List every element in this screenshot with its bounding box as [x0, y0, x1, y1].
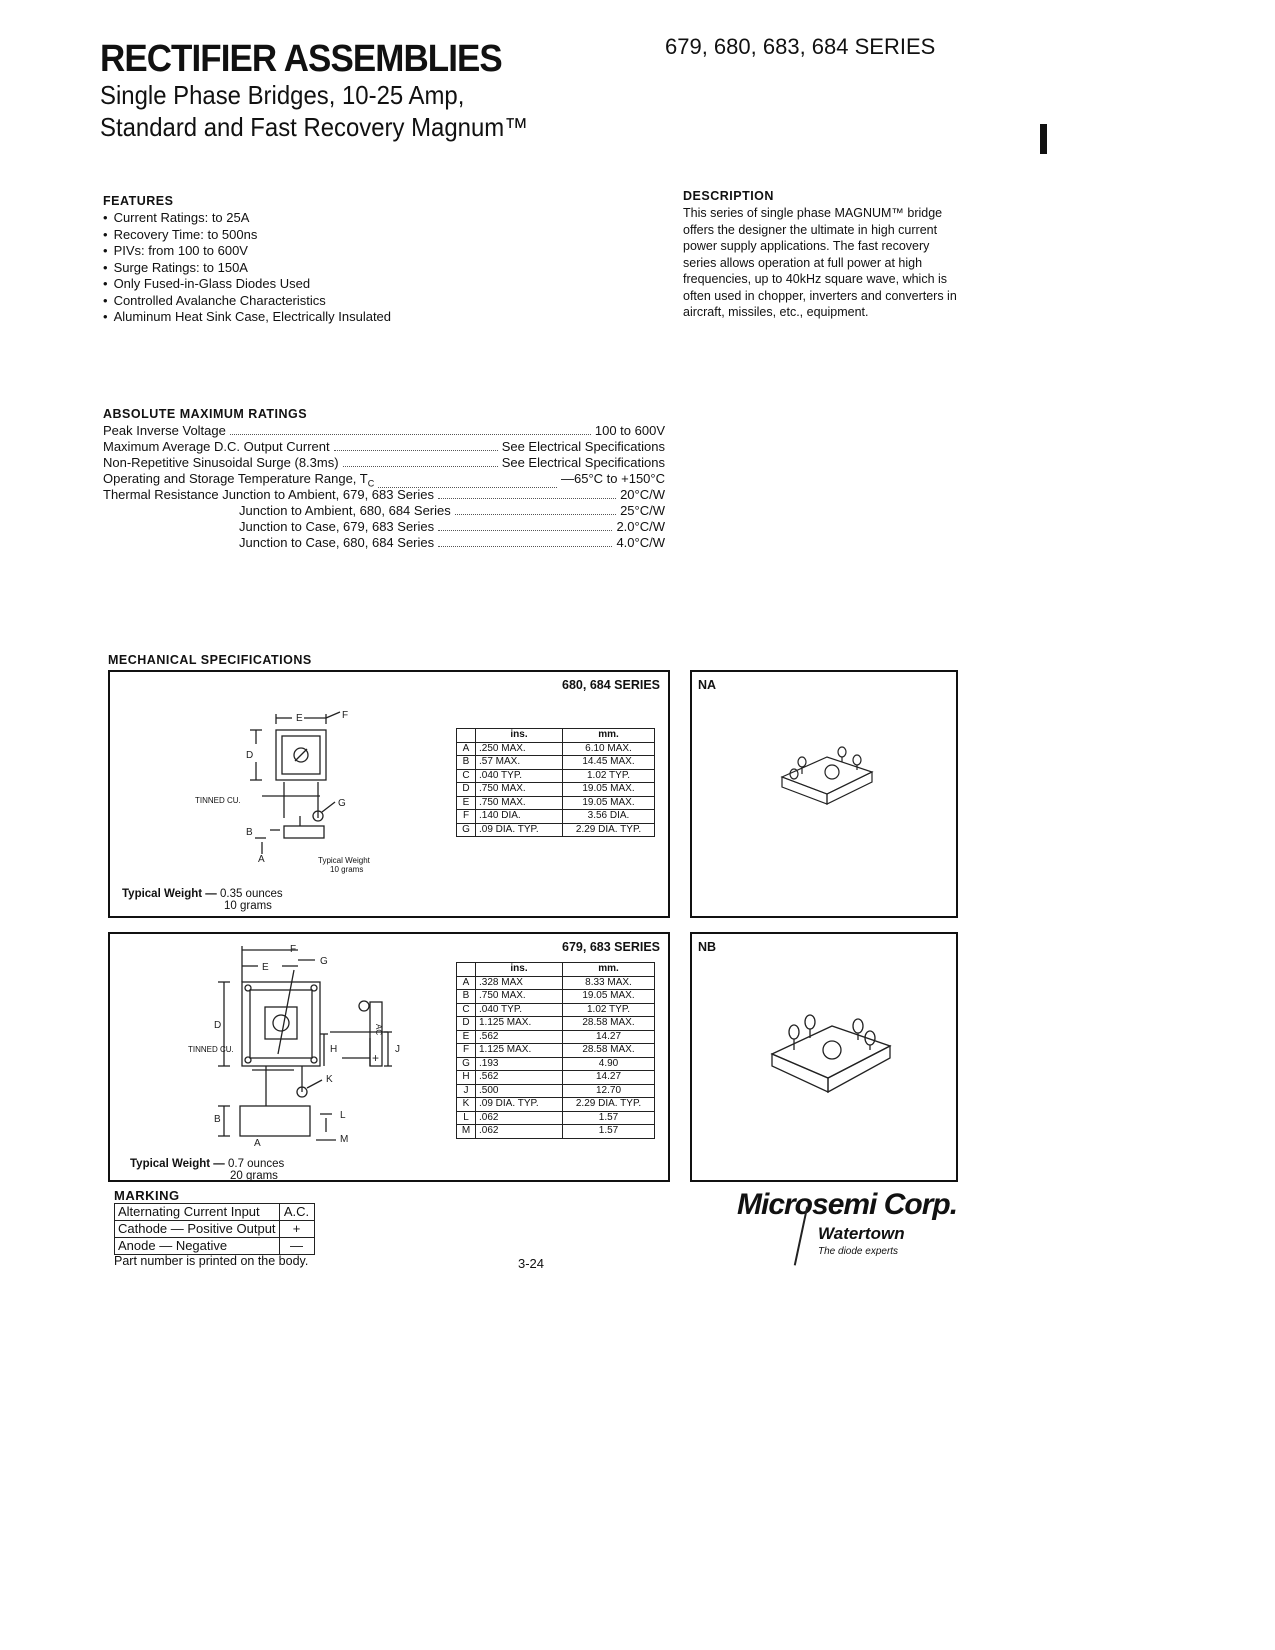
table-row: B .57 MAX. 14.45 MAX. — [457, 756, 655, 770]
table-row: E .562 14.27 — [457, 1030, 655, 1044]
rating-row — [239, 503, 665, 519]
table-row: L .062 1.57 — [457, 1111, 655, 1125]
rating-label: Junction to Case, 680, 684 Series — [239, 535, 435, 550]
feature-item: • Current Ratings: to 25A — [103, 210, 391, 227]
package-box-na — [690, 670, 958, 918]
package-nb-image — [762, 994, 902, 1114]
rating-value: 20°C/W — [620, 487, 665, 502]
drawing-weight-label: Typical Weight — [318, 856, 370, 865]
rating-value: 25°C/W — [620, 503, 665, 518]
svg-text:E: E — [262, 962, 269, 973]
svg-text:D: D — [214, 1020, 222, 1031]
svg-text:G: G — [320, 956, 328, 967]
svg-text:E: E — [296, 713, 303, 724]
table-row: B .750 MAX. 19.05 MAX. — [457, 990, 655, 1004]
svg-text:D: D — [246, 750, 254, 761]
svg-text:B: B — [246, 827, 253, 838]
table-row: J .500 12.70 — [457, 1084, 655, 1098]
rating-row — [239, 519, 665, 535]
svg-text:L: L — [340, 1110, 346, 1121]
rating-label: Maximum Average D.C. Output Current — [103, 439, 330, 454]
package-label: NB — [698, 940, 717, 954]
section-tab-marker — [1040, 124, 1047, 154]
company-logo: Microsemi Corp. — [737, 1188, 958, 1221]
rating-value: See Electrical Specifications — [501, 439, 665, 454]
table-row: K .09 DIA. TYP. 2.29 DIA. TYP. — [457, 1098, 655, 1112]
typical-weight: Typical Weight — 0.35 ounces — [122, 888, 283, 900]
table-row: D 1.125 MAX. 28.58 MAX. — [457, 1017, 655, 1031]
feature-item: • PIVs: from 100 to 600V — [103, 243, 391, 260]
page-title: RECTIFIER ASSEMBLIES — [100, 38, 502, 80]
table-row: C .040 TYP. 1.02 TYP. — [457, 769, 655, 783]
svg-text:A: A — [254, 1138, 261, 1149]
subtitle-line-1: Single Phase Bridges, 10-25 Amp, — [100, 80, 465, 110]
svg-text:F: F — [342, 710, 349, 721]
typical-weight-grams: 10 grams — [224, 900, 272, 912]
ratings-heading: ABSOLUTE MAXIMUM RATINGS — [103, 407, 308, 421]
feature-item: • Controlled Avalanche Characteristics — [103, 293, 391, 310]
svg-text:J: J — [395, 1044, 400, 1055]
svg-text:H: H — [330, 1044, 338, 1055]
table-row: M .062 1.57 — [457, 1125, 655, 1139]
rating-row — [103, 423, 665, 439]
dimension-table-680: ins. mm. A .250 MAX. 6.10 MAX. B .57 MAX. 14.45 MAX. C .040 TYP. 1.02 TYP. D .750 MAX. 19.05 MAX. E .750 MAX. 19.05 MAX. F .140 DIA. 3.56 DIA. G .09 DIA. TYP. 2.29 DIA. TYP. — [456, 728, 655, 837]
table-row: F .140 DIA. 3.56 DIA. — [457, 810, 655, 824]
features-heading: FEATURES — [103, 194, 174, 208]
table-row: E .750 MAX. 19.05 MAX. — [457, 796, 655, 810]
svg-text:F: F — [290, 944, 297, 955]
feature-item: • Aluminum Heat Sink Case, Electrically Insulated — [103, 309, 391, 326]
marking-note: Part number is printed on the body. — [114, 1254, 309, 1268]
table-row: A .328 MAX 8.33 MAX. — [457, 976, 655, 990]
package-label: NA — [698, 678, 717, 692]
feature-item: • Only Fused-in-Glass Diodes Used — [103, 276, 391, 293]
company-location: Watertown — [818, 1224, 905, 1243]
rating-label: Junction to Case, 679, 683 Series — [239, 519, 435, 534]
ac-label: AC — [374, 1024, 383, 1036]
table-row: Alternating Current Input A.C. — [115, 1204, 315, 1221]
description-heading: DESCRIPTION — [683, 189, 774, 203]
drawing-weight-grams: 10 grams — [330, 865, 364, 874]
spec-box-680-684 — [108, 670, 670, 918]
rating-value: 100 to 600V — [594, 423, 665, 438]
table-row: G .09 DIA. TYP. 2.29 DIA. TYP. — [457, 823, 655, 837]
table-row: A .250 MAX. 6.10 MAX. — [457, 742, 655, 756]
package-na-image — [772, 732, 892, 822]
svg-text:K: K — [326, 1074, 333, 1085]
rating-value: 4.0°C/W — [616, 535, 665, 550]
company-tagline: The diode experts — [818, 1246, 899, 1257]
box-series-title: 680, 684 SERIES — [562, 678, 660, 692]
marking-heading: MARKING — [114, 1188, 180, 1203]
rating-row — [239, 535, 665, 551]
outline-drawing-679 — [190, 942, 470, 1149]
dimension-table-679: ins. mm. A .328 MAX 8.33 MAX. B .750 MAX. 19.05 MAX. C .040 TYP. 1.02 TYP. D 1.125 MAX. 28.58 MAX. E .562 14.27 F 1.125 MAX. 28.58 MAX. G .193 4.90 H .562 14.27 J .500 12.70 K .09 DIA. TYP. 2.29 DIA. TYP. L .062 1.57 M .062 1.57 — [456, 962, 655, 1139]
svg-text:+: + — [372, 1051, 380, 1065]
tinned-label: TINNED CU. — [188, 1045, 234, 1054]
page-number: 3-24 — [518, 1256, 545, 1271]
table-row: Anode — Negative — — [115, 1238, 315, 1255]
svg-text:B: B — [214, 1114, 221, 1125]
rating-row — [103, 487, 665, 503]
typical-weight: Typical Weight — 0.7 ounces — [130, 1158, 285, 1170]
svg-text:G: G — [338, 798, 346, 809]
features-list — [103, 210, 391, 326]
feature-item: • Surge Ratings: to 150A — [103, 260, 391, 277]
rating-value: 2.0°C/W — [616, 519, 665, 534]
box-series-title: 679, 683 SERIES — [562, 940, 660, 954]
rating-label: Thermal Resistance Junction to Ambient, 679, 683 Series — [103, 487, 434, 502]
marking-table — [114, 1203, 315, 1255]
tinned-label: TINNED CU. — [195, 796, 241, 805]
rating-value: —65°C to +150°C — [561, 471, 665, 486]
rating-label: Operating and Storage Temperature Range, $T_C$ — [103, 471, 375, 489]
mechanical-heading: MECHANICAL SPECIFICATIONS — [108, 653, 312, 667]
series-header: 679, 680, 683, 684 SERIES — [665, 34, 936, 59]
rating-label: Non-Repetitive Sinusoidal Surge (8.3ms) — [103, 455, 339, 470]
description-text: This series of single phase MAGNUM™ bridge offers the designer the ultimate in high current power supply applications. The fast recovery series allows operation at full power at high frequencies, up to 40kHz square wave, which is often used in chopper, inverters and converters in aircraft, missiles, etc., equipment. — [683, 206, 957, 319]
table-row: C .040 TYP. 1.02 TYP. — [457, 1003, 655, 1017]
rating-label: Junction to Ambient, 680, 684 Series — [239, 503, 451, 518]
spec-box-679-683 — [108, 932, 670, 1182]
svg-text:M: M — [340, 1134, 349, 1145]
table-row: D .750 MAX. 19.05 MAX. — [457, 783, 655, 797]
table-row: G .193 4.90 — [457, 1057, 655, 1071]
table-row: H .562 14.27 — [457, 1071, 655, 1085]
feature-item: • Recovery Time: to 500ns — [103, 227, 391, 244]
table-row: Cathode — Positive Output + — [115, 1221, 315, 1238]
rating-value: See Electrical Specifications — [501, 455, 665, 470]
rating-label: Peak Inverse Voltage — [103, 423, 226, 438]
package-box-nb — [690, 932, 958, 1182]
rating-row — [103, 439, 665, 455]
subtitle-line-2: Standard and Fast Recovery Magnum™ — [100, 112, 529, 142]
table-row: F 1.125 MAX. 28.58 MAX. — [457, 1044, 655, 1058]
svg-text:A: A — [258, 854, 265, 865]
typical-weight-grams: 20 grams — [230, 1170, 278, 1182]
rating-row — [103, 455, 665, 471]
